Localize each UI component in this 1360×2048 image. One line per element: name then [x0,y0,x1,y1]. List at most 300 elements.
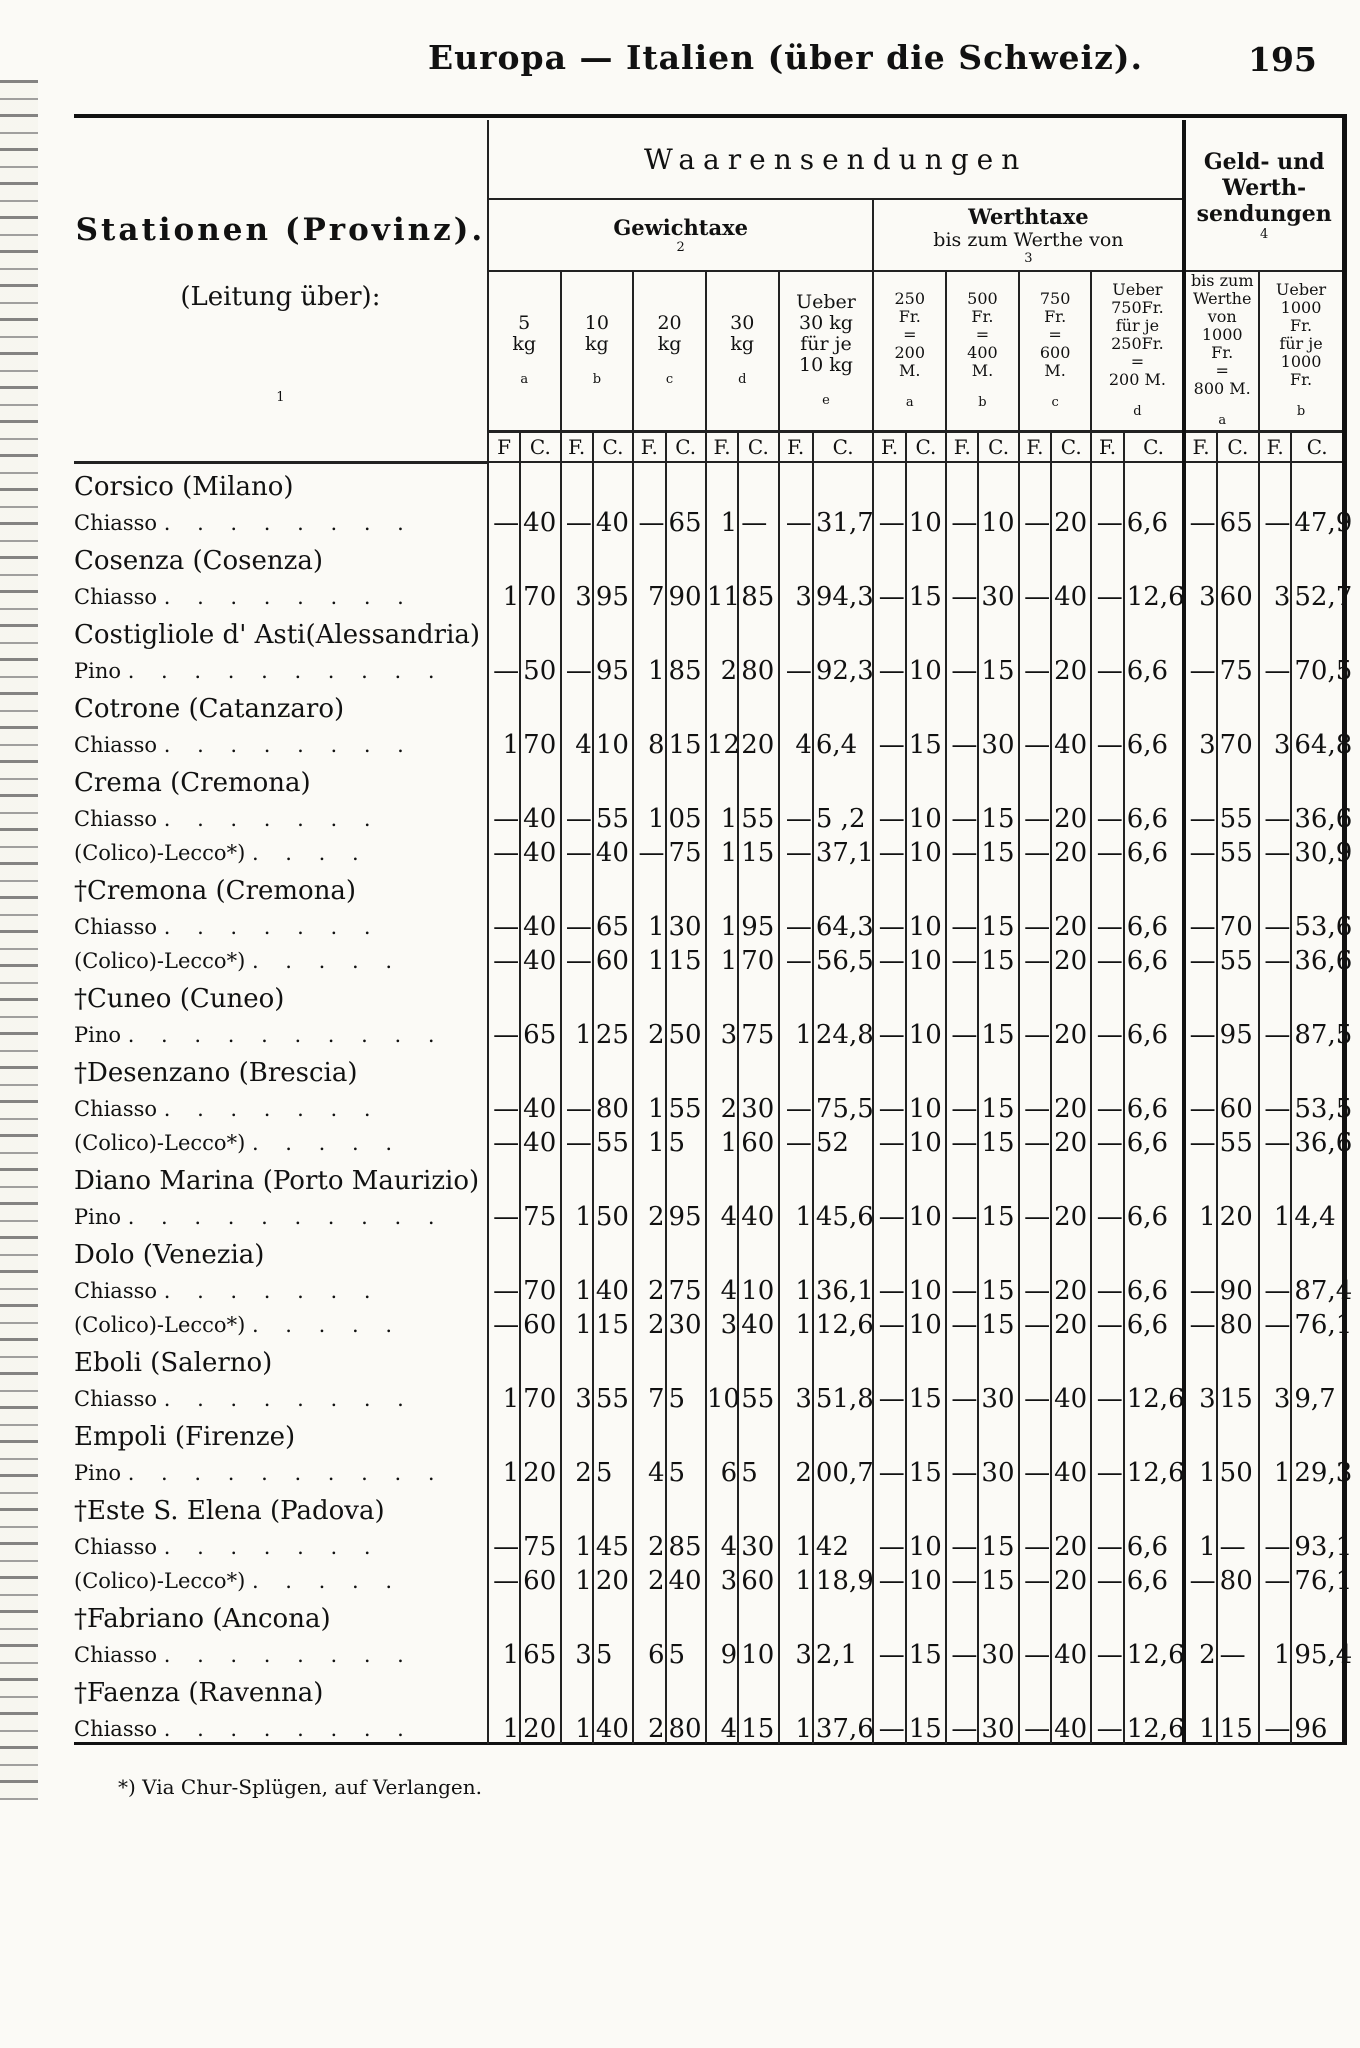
stations-column-number: 1 [276,390,285,405]
route-row [74,834,1342,868]
empty-cell [1019,760,1051,800]
empty-cell [813,1158,874,1198]
centime-value: 90 [1217,1272,1259,1306]
route-row [74,1306,1342,1340]
centime-value: 20 [1051,504,1091,538]
leader-dots: . . . . . [251,1568,403,1593]
franc-value: — [488,1124,520,1158]
empty-cell [1217,1414,1259,1454]
centime-value: 50 [1217,1454,1259,1488]
empty-cell [520,1414,560,1454]
centime-value: 70 [1217,726,1259,760]
empty-cell [633,686,665,726]
empty-cell [706,1596,738,1636]
route-label: Chiasso [74,1278,158,1303]
empty-cell [1124,462,1185,504]
franc-value: 1 [779,1528,813,1562]
empty-cell [1217,1488,1259,1528]
centime-unit-header: C. [1051,432,1091,463]
empty-cell [779,686,813,726]
empty-cell [978,538,1018,578]
centime-value: 6,6 [1124,726,1185,760]
empty-cell [1184,1340,1216,1380]
centime-value: 20 [520,1454,560,1488]
column-header-line: 1000 [1280,298,1322,317]
centime-value: 00,7 [813,1454,874,1488]
centime-value: 56,5 [813,942,874,976]
empty-cell [873,1050,905,1090]
franc-value: 1 [1184,1528,1216,1562]
franc-value: — [946,1528,978,1562]
route-row [74,1090,1342,1124]
centime-value: 55 [666,1090,706,1124]
empty-cell [1051,1596,1091,1636]
column-header-line: Fr. [971,307,994,326]
column-header-line: 10 kg [799,353,853,376]
empty-cell [1124,760,1185,800]
empty-cell [1019,462,1051,504]
empty-cell [1217,760,1259,800]
empty-cell [779,1158,813,1198]
empty-cell [779,760,813,800]
franc-value: — [1184,834,1216,868]
franc-value: — [946,800,978,834]
franc-value: — [873,1562,905,1596]
empty-cell [666,1340,706,1380]
centime-value: 40 [520,908,560,942]
station-name: Cosenza (Cosenza) [74,545,323,576]
franc-value: — [1184,652,1216,686]
centime-value: 60 [1217,1090,1259,1124]
empty-cell [1124,1596,1185,1636]
franc-value: — [561,908,593,942]
franc-value: — [873,1380,905,1414]
empty-cell [520,1158,560,1198]
empty-cell [1259,1670,1291,1710]
page-number: 195 [1248,40,1317,79]
centime-unit-header: C. [978,432,1018,463]
centime-value: 55 [1217,834,1259,868]
empty-cell [779,868,813,908]
route-label: Pino [74,658,122,683]
centime-value: 20 [1051,1562,1091,1596]
station-name: Diano Marina (Porto Maurizio) [74,1165,480,1196]
franc-value: — [1091,1710,1123,1744]
empty-cell [666,1232,706,1272]
empty-cell [1051,868,1091,908]
franc-value: — [633,504,665,538]
franc-value: 1 [779,1562,813,1596]
franc-value: — [1091,942,1123,976]
empty-cell [1019,1488,1051,1528]
centime-value: 40 [520,504,560,538]
centime-value: 6,6 [1124,942,1185,976]
centime-value: 5 [666,1454,706,1488]
centime-value: 70 [520,1380,560,1414]
franc-value: — [488,1562,520,1596]
station-name: Costigliole d' Asti(Alessandria) [74,619,481,650]
franc-value: 9 [706,1636,738,1670]
empty-cell [738,760,778,800]
centime-value: 5 [666,1636,706,1670]
franc-value: 3 [1259,578,1291,612]
empty-cell [1019,686,1051,726]
column-header-line: Werthe [1192,289,1252,308]
franc-value: 2 [561,1454,593,1488]
column-header-line: 500 [967,289,998,308]
centime-value: 15 [978,1124,1018,1158]
empty-cell [1051,1050,1091,1090]
centime-value: 25 [593,1016,633,1050]
franc-value: 1 [488,1636,520,1670]
empty-cell [666,1050,706,1090]
centime-value: 6,6 [1124,800,1185,834]
route-label-cell [74,1636,488,1670]
centime-value: 15 [978,1198,1018,1232]
column-header-line: Ueber [796,290,856,313]
franc-value: — [1019,1090,1051,1124]
franc-value: — [1091,1528,1123,1562]
empty-cell [1124,1158,1185,1198]
franc-value: — [1091,504,1123,538]
franc-value: 1 [561,1272,593,1306]
centime-value: 75 [520,1528,560,1562]
centime-value: 45 [593,1528,633,1562]
centime-value: 50 [593,1198,633,1232]
franc-value: — [1259,1016,1291,1050]
empty-cell [1124,1050,1185,1090]
centime-value: 15 [593,1306,633,1340]
empty-cell [813,868,874,908]
empty-cell [978,1488,1018,1528]
route-label: Chiasso [74,732,158,757]
centime-value: 5 [666,1380,706,1414]
empty-cell [1019,1050,1051,1090]
empty-cell [488,868,520,908]
gewicht-column-number: 2 [676,240,685,255]
franc-value: — [1184,1016,1216,1050]
route-row [74,1272,1342,1306]
empty-cell [633,868,665,908]
column-header-line: = [903,325,917,344]
empty-cell [813,1232,874,1272]
empty-cell [593,538,633,578]
centime-value: 52,7 [1291,578,1342,612]
empty-cell [593,1596,633,1636]
centime-value: 50 [666,1016,706,1050]
empty-cell [1184,1050,1216,1090]
franc-value: — [779,1124,813,1158]
empty-cell [1291,1414,1342,1454]
franc-value: 2 [633,1198,665,1232]
franc-value: 4 [633,1454,665,1488]
centime-value: — [738,504,778,538]
empty-cell [1124,976,1185,1016]
empty-cell [1259,1340,1291,1380]
centime-value: 6,6 [1124,834,1185,868]
centime-value: 15 [906,1380,946,1414]
centime-value: 20 [1051,1198,1091,1232]
centime-value: 47,9 [1291,504,1342,538]
column-header-line: Fr. [1289,370,1313,389]
empty-cell [1124,686,1185,726]
centime-value: 20 [1051,1090,1091,1124]
empty-cell [1259,538,1291,578]
station-row [74,868,1342,908]
centime-value: 10 [906,1306,946,1340]
station-name: †Desenzano (Brescia) [74,1057,358,1088]
franc-value: — [873,1272,905,1306]
franc-value: — [779,1090,813,1124]
empty-cell [1291,538,1342,578]
centime-value: 15 [978,908,1018,942]
empty-cell [593,462,633,504]
franc-unit-header: F. [946,432,978,463]
franc-value: 1 [1184,1198,1216,1232]
centime-value: 37,1 [813,834,874,868]
column-header-line: 30 [730,311,755,334]
centime-value: 6,6 [1124,652,1185,686]
station-name: Empoli (Firenze) [74,1421,296,1452]
column-header-line: Fr. [1044,307,1067,326]
route-label: Chiasso [74,914,158,939]
route-label: (Colico)-Lecco*) [74,1312,246,1337]
centime-value: 55 [738,800,778,834]
centime-value: 55 [593,1380,633,1414]
centime-value: 15 [1217,1380,1259,1414]
centime-value: 93,1 [1291,1528,1342,1562]
route-label-cell [74,726,488,760]
franc-value: 1 [706,800,738,834]
centime-value: 5 [738,1454,778,1488]
franc-value: 1 [1184,1710,1216,1744]
gewicht-header [488,199,874,271]
centime-value: 87,4 [1291,1272,1342,1306]
route-label: Chiasso [74,510,158,535]
franc-value: — [1091,1198,1123,1232]
centime-value: 40 [520,800,560,834]
empty-cell [873,538,905,578]
empty-cell [666,1670,706,1710]
franc-value: — [946,1090,978,1124]
page-header [0,38,1360,88]
franc-value: — [1019,1016,1051,1050]
route-row [74,578,1342,612]
column-header-line: 1000 [1280,352,1322,371]
centime-value: 40 [738,1306,778,1340]
empty-cell [813,760,874,800]
franc-value: 3 [1184,726,1216,760]
centime-value: 40 [593,1710,633,1744]
empty-cell [738,612,778,652]
leader-dots: . . . . . [251,948,403,973]
column-header-line: M. [899,361,921,380]
franc-value: — [873,504,905,538]
empty-cell [593,1158,633,1198]
route-label-cell [74,1710,488,1744]
column-header-line: = [975,325,990,344]
franc-unit-header: F [488,432,520,463]
franc-value: — [488,1090,520,1124]
centime-unit-header: C. [1124,432,1185,463]
centime-value: 10 [906,652,946,686]
column-header-line: Ueber [1275,280,1327,299]
franc-unit-header: F. [633,432,665,463]
centime-value: 60 [593,942,633,976]
empty-cell [1124,612,1185,652]
franc-value: — [488,834,520,868]
empty-cell [1019,538,1051,578]
centime-value: 15 [738,834,778,868]
route-label: (Colico)-Lecco*) [74,1130,246,1155]
empty-cell [1291,1670,1342,1710]
centime-value: 40 [738,1198,778,1232]
franc-value: 4 [706,1198,738,1232]
empty-cell [1184,1232,1216,1272]
empty-cell [666,612,706,652]
franc-value: 4 [706,1710,738,1744]
centime-value: 12,6 [1124,1380,1185,1414]
station-row [74,1232,1342,1272]
station-name: †Cremona (Cremona) [74,875,357,906]
empty-cell [633,1670,665,1710]
station-name: †Fabriano (Ancona) [74,1603,331,1634]
empty-cell [520,538,560,578]
empty-cell [906,868,946,908]
centime-value: 40 [520,1090,560,1124]
centime-value: 6,6 [1124,1124,1185,1158]
franc-value: — [873,942,905,976]
empty-cell [1051,1488,1091,1528]
empty-cell [706,1340,738,1380]
centime-value: 36,6 [1291,1124,1342,1158]
empty-cell [1091,538,1123,578]
empty-cell [1124,1232,1185,1272]
centime-value: 15 [978,1306,1018,1340]
franc-value: — [488,1016,520,1050]
centime-value: 85 [666,1528,706,1562]
centime-value: 76,1 [1291,1562,1342,1596]
empty-cell [561,976,593,1016]
leader-dots: . . . . . . . . [163,584,414,609]
empty-cell [1091,1232,1123,1272]
empty-cell [946,538,978,578]
franc-value: — [1019,1272,1051,1306]
centime-value: 75 [666,834,706,868]
centime-value: 6,6 [1124,1272,1185,1306]
column-header [873,271,946,432]
centime-value: 30 [738,1528,778,1562]
centime-unit-header: C. [593,432,633,463]
empty-cell [978,1596,1018,1636]
centime-value: 80 [666,1710,706,1744]
centime-value: 55 [593,1124,633,1158]
centime-value: 96 [1291,1710,1342,1744]
franc-value: — [779,942,813,976]
centime-value: 55 [1217,1124,1259,1158]
franc-value: 3 [779,578,813,612]
franc-value: 2 [633,1306,665,1340]
centime-value: 5 ,2 [813,800,874,834]
empty-cell [1259,1232,1291,1272]
franc-value: 1 [633,800,665,834]
franc-value: — [1091,908,1123,942]
empty-cell [706,612,738,652]
empty-cell [1051,760,1091,800]
station-row [74,1158,1342,1198]
empty-cell [593,612,633,652]
route-row [74,1380,1342,1414]
franc-value: — [1091,834,1123,868]
route-label: Chiasso [74,806,158,831]
centime-value: 65 [666,504,706,538]
empty-cell [946,1414,978,1454]
empty-cell [1291,976,1342,1016]
centime-value: 64,8 [1291,726,1342,760]
franc-value: — [1259,1306,1291,1340]
empty-cell [873,686,905,726]
centime-value: 95 [1217,1016,1259,1050]
centime-value: 55 [738,1380,778,1414]
station-name: †Cuneo (Cuneo) [74,983,285,1014]
centime-value: 95 [738,908,778,942]
empty-cell [1184,1596,1216,1636]
centime-value: 12,6 [1124,1710,1185,1744]
column-header-line: 400 [967,343,998,362]
centime-value: 2,1 [813,1636,874,1670]
centime-value: 10 [906,942,946,976]
franc-value: 1 [488,1380,520,1414]
empty-cell [706,538,738,578]
centime-value: 20 [1051,1306,1091,1340]
column-header-line: 750 [1039,289,1071,308]
station-name: †Este S. Elena (Padova) [74,1495,385,1526]
franc-value: 2 [633,1016,665,1050]
empty-cell [706,1232,738,1272]
empty-cell [946,1158,978,1198]
column-header-line: 200 M. [1108,370,1166,389]
route-label-cell [74,1380,488,1414]
empty-cell [906,1232,946,1272]
centime-value: 05 [666,800,706,834]
station-row [74,760,1342,800]
franc-value: — [1184,504,1216,538]
centime-value: 10 [738,1636,778,1670]
route-label: (Colico)-Lecco*) [74,948,246,973]
column-header [706,271,779,432]
centime-value: 75 [520,1198,560,1232]
empty-cell [1291,1340,1342,1380]
franc-value: — [1019,1636,1051,1670]
empty-cell [1217,1596,1259,1636]
empty-cell [813,1050,874,1090]
empty-cell [779,1488,813,1528]
franc-value: — [1019,578,1051,612]
franc-value: — [873,800,905,834]
franc-value: — [1019,504,1051,538]
column-letter: e [822,392,830,408]
empty-cell [978,868,1018,908]
empty-cell [1217,1158,1259,1198]
centime-value: 40 [593,834,633,868]
centime-value: 31,7 [813,504,874,538]
empty-cell [1184,976,1216,1016]
empty-cell [1091,612,1123,652]
route-label: Chiasso [74,1716,158,1741]
column-header-line: Fr. [1289,316,1313,335]
franc-value: — [873,726,905,760]
franc-value: 3 [779,1380,813,1414]
